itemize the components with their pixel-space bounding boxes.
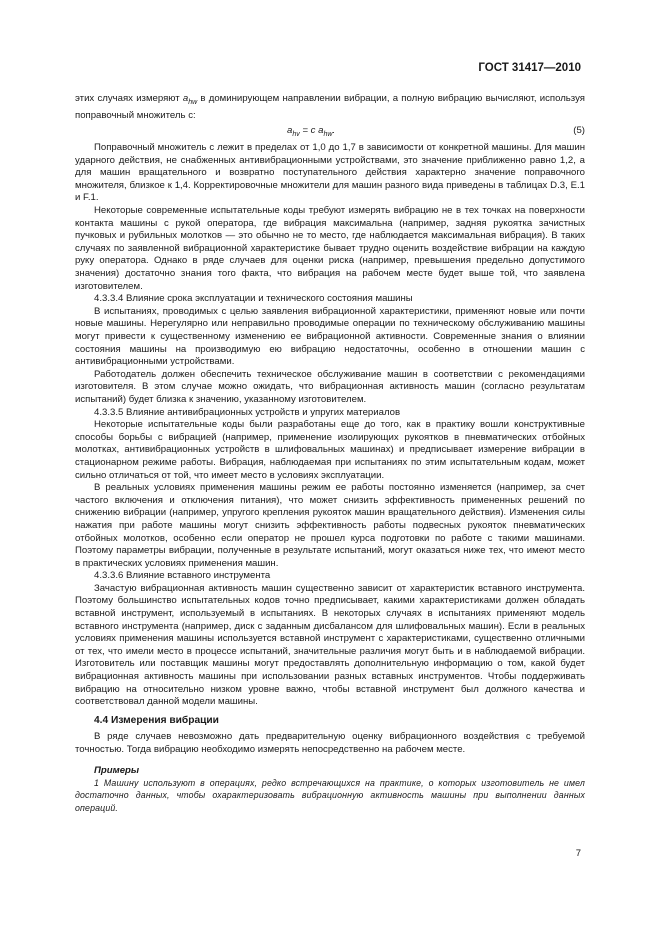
page-number: 7 — [575, 848, 581, 859]
paragraph: Зачастую вибрационная активность машин существенно зависит от характеристик вставного инструмента. Поэтому большинство испытательных кодов точно предписывает, какими характеристиками должен обладать вставной инструмент, используемый в испытаниях. В некоторых случаях в испытаниях применяют модель вставного инструмента (например, диск с заданным дисбалансом для шлифовальных машин). Если в реальных условиях применения машины используется вставной инструмент с характеристиками, существенно отличными от тех, что имели место в процессе испытаний, значительные различия могут быть и в наблюдаемой вибрации. Изготовитель или поставщик машины могут предоставлять дополнительную информацию о том, какой будет вибрационная активность машины при использовании разных вставных инструментов. Чтобы поддерживать вибрацию на относительно низком уровне важно, чтобы вставной инструмент был должного качества и соответствовал данной модели машины. — [75, 582, 585, 708]
example-1: 1 Машину используют в операциях, редко встречающихся на практике, о которых изготовитель не имел достаточно данных, чтобы охарактеризовать вибрационную активность машины при выполнении данных операций. — [75, 778, 585, 813]
clause-heading-4-3-3-6: 4.3.3.6 Влияние вставного инструмента — [94, 570, 271, 582]
paragraph: В испытаниях, проводимых с целью заявления вибрационной характеристики, применяют новые или почти новые машины. Нерегулярно или неправильно проводимые операции по техническому обслуживанию машины могут привести к существенному изменению ее вибрационной активности. Современные знания о влиянии состояния машины на производимую ею вибрацию недостаточны, особенно в отношении машин с антивибрационными устройствами. — [75, 305, 585, 368]
paragraph: Поправочный множитель с лежит в пределах от 1,0 до 1,7 в зависимости от конкретной машины. Для машин ударного действия, не снабженных антивибрационными устройствами, это значение приближенно равно 1,2, а для машин вращательного и возвратно поступательного действия характерно значение поправочного множителя, близкое к 1,4. Корректировочные множители для машин разного вида приведены в таблицах D.3, E.1 и F.1. — [75, 142, 585, 204]
paragraph: В реальных условиях применения машины режим ее работы постоянно изменяется (например, за счет частого включения и отключения питания), что может снизить эффективность примененных решений по снижению вибрации (например, упругого крепления рукояток машин вращательного действия). Изменения силы нажатия при работе машины могут снизить эффективность работы подвесных рукояток пневматических отбойных молотков, особенно если оператор не прошел курса подготовки по работе с такими машинами. Поэтому параметры вибрации, полученные в результате испытаний, могут оказаться ниже тех, что имеют место в практических условиях применения машин. — [75, 482, 585, 569]
paragraph: Работодатель должен обеспечить техническое обслуживание машин в соответствии с рекомендациями изготовителя. В этом случае можно ожидать, что вибрационная активность машин (согласно результатам испытаний) будет близка к значению, указанному изготовителем. — [75, 368, 585, 405]
a-hw-symbol: $a_{hw}$ — [182, 93, 198, 106]
intro-paragraph — [75, 93, 585, 122]
paragraph: Некоторые испытательные коды были разработаны еще до того, как в практику вошли конструктивные способы борьбы с вибрацией (например, применение изолирующих рукоятков в пневматических отбойных молотках, антивибрационных устройств в шлифовальных машинах) и предписывает измерение вибрации в стационарном режиме работы. Вибрация, наблюдаемая при испытаниях по этим испытательным кодам, может сильно отличаться от той, что имеет место в условиях эксплуатации. — [75, 419, 585, 481]
paragraph: В ряде случаев невозможно дать предварительную оценку вибрационного воздействия с требуемой точностью. Тогда вибрацию необходимо измерять непосредственно на рабочем месте. — [75, 731, 585, 755]
section-heading-4-4: 4.4 Измерения вибрации — [94, 714, 219, 726]
examples-title: Примеры — [94, 764, 140, 776]
clause-heading-4-3-3-4: 4.3.3.4 Влияние срока эксплуатации и технического состояния машины — [94, 293, 413, 305]
intro-text-1: этих случаях измеряют — [75, 93, 183, 104]
paragraph: Некоторые современные испытательные коды требуют измерять вибрацию не в тех точках на поверхности контакта машины с рукой оператора, где вибрация максимальна (например, задняя рукоятка зачистных пучковых и рубильных молотков — это обычно не то место, где наблюдается максимальная вибрация). В таких случаях по заявленной вибрационной характеристике бывает трудно оценить воздействие вибрации на каждую руку оператора. Однако в ряде случаев для оценки риска (например, превышения предельно допустимого значения) достаточно знания того факта, что вибрация на рабочем месте будет выше той, что заявлена изготовителем. — [75, 205, 585, 292]
standard-header: ГОСТ 31417—2010 — [478, 62, 581, 74]
formula-expression: $a_{hv} = c$ $a_{hw}$. — [287, 125, 336, 138]
intro-text-2: в доминирующем направлении вибрации, а полную вибрацию вычисляют, используя поправочный множитель с: — [75, 93, 585, 121]
formula-number: (5) — [573, 125, 585, 137]
formula-5 — [75, 125, 585, 140]
clause-heading-4-3-3-5: 4.3.3.5 Влияние антивибрационных устройств и упругих материалов — [94, 406, 401, 418]
document-body — [75, 93, 585, 814]
